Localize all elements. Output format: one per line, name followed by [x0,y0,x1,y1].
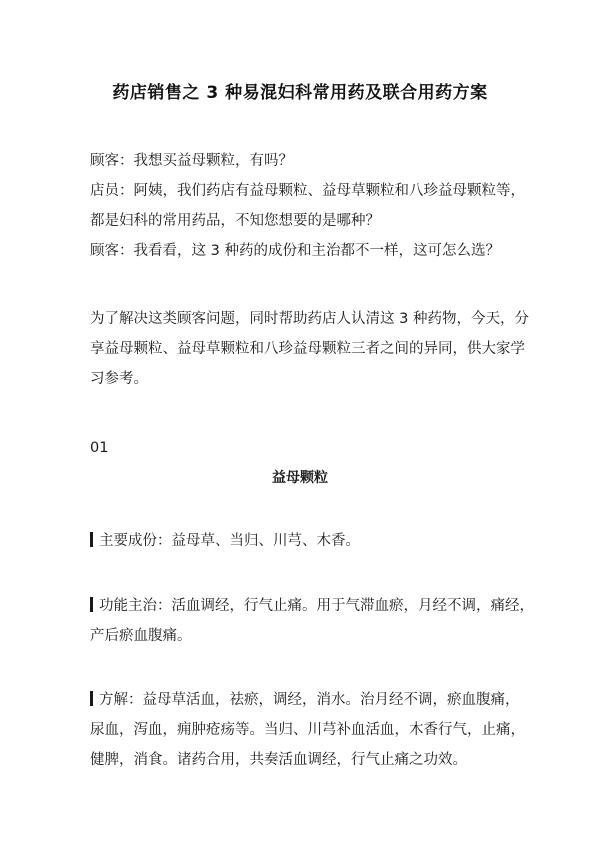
intro-paragraph [90,304,529,394]
section-heading: 益母颗粒 [272,470,328,486]
intro-line: 享益母颗粒、益母草颗粒和八珍益母颗粒三者之间的异同，供大家学 [90,341,525,357]
indications-block [90,591,534,651]
customer-dialog [90,146,525,266]
intro-line: 习参考。 [90,371,148,387]
dialog-line: 顾客：我想买益母颗粒，有吗？ [90,153,293,169]
analysis-line: 尿血，泻血，痈肿疮疡等。当归、川芎补血活血，木香行气，止痛， [90,722,525,738]
analysis-text: 方解：益母草活血，祛瘀，调经，消水。治月经不调，瘀血腹痛， [99,692,520,708]
dialog-line: 顾客：我看看，这 3 种药的成份和主治都不一样，这可怎么选？ [90,243,500,259]
ingredients-block [90,526,520,556]
analysis-line [90,685,520,715]
indications-line: 产后瘀血腹痛。 [90,628,192,644]
dialog-line: 都是妇科的常用药品，不知您想要的是哪种？ [90,213,380,229]
indications-line [90,591,534,621]
section-number: 01 [90,440,109,456]
analysis-line: 健脾，消食。诸药合用，共奏活血调经，行气止痛之功效。 [90,752,467,768]
dialog-line: 店员：阿姨，我们药店有益母颗粒、益母草颗粒和八珍益母颗粒等， [90,183,525,199]
ingredients-line [90,526,520,556]
page-title: 药店销售之 3 种易混妇科常用药及联合用药方案 [112,83,488,103]
bullet-bar-icon [90,597,93,612]
bullet-bar-icon [90,532,93,547]
ingredients-text: 主要成份：益母草、当归、川芎、木香。 [99,533,360,549]
indications-text: 功能主治：活血调经，行气止痛。用于气滞血瘀，月经不调，痛经， [99,598,534,614]
intro-line: 为了解决这类顾客问题，同时帮助药店人认清这 3 种药物，今天，分 [90,311,529,327]
bullet-bar-icon [90,691,93,706]
analysis-block [90,685,525,775]
